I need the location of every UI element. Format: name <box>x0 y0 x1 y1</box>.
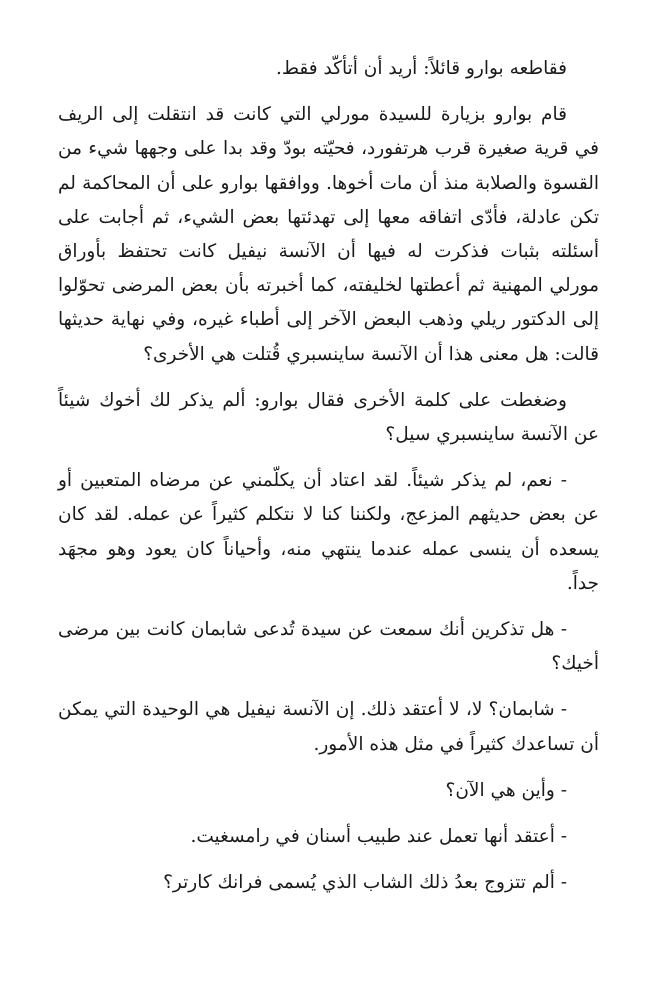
paragraph: - نعم، لم يذكر شيئاً. لقد اعتاد أن يكلّمني عن مرضاه المتعبين أو عن بعض حديثهم المزعج، ولكننا كنا لا نتكلم كثيراً عن عمله. لقد كان يسعده أن ينسى عمله عندما ينتهي منه، وأحياناً كان يعود وهو مجهَد جداً. <box>58 470 599 594</box>
paragraph: فقاطعه بوارو قائلاً: أريد أن أتأكّد فقط. <box>275 58 567 79</box>
paragraph: - أعتقد أنها تعمل عند طبيب أسنان في رامسغيت. <box>190 826 567 848</box>
paragraph: - هل تذكرين أنك سمعت عن سيدة تُدعى شابمان كانت بين مرضى أخيك؟ <box>58 619 599 675</box>
paragraph: - وأين هي الآن؟ <box>445 779 567 801</box>
paragraph: - ألم تتزوج بعدُ ذلك الشاب الذي يُسمى فرانك كارتر؟ <box>163 872 567 894</box>
paragraph: - شابمان؟ لا، لا أعتقد ذلك. إن الآنسة نيفيل هي الوحيدة التي يمكن أن تساعدك كثيراً في مثل هذه الأمور. <box>58 699 599 755</box>
paragraph: قام بوارو بزيارة للسيدة مورلي التي كانت قد انتقلت إلى الريف في قرية صغيرة قرب هرتفورد، فحيّته بودّ وقد بدا على وجهها شيء من القسوة والصلابة منذ أن مات أخوها. ووافقها بوارو على أن المحاكمة لم تكن عادلة، فأدّى اتفاقه معها إلى تهدئتها بعض الشيء، ثم أجابت على أسئلته بثبات فذكرت له فيها أن الآنسة نيفيل كانت تحتفظ بأوراق مورلي المهنية ثم أعطتها لخليفته، كما أخبرته بأن بعض المرضى تحوّلوا إلى الدكتور ريلي وذهب البعض الآخر إلى أطباء غيره، وفي نهاية حديثها قالت: هل معنى هذا أن الآنسة ساينسبري قُتلت هي الأخرى؟ <box>58 104 599 365</box>
paragraph: وضغطت على كلمة الأخرى فقال بوارو: ألم يذكر لك أخوك شيئاً عن الآنسة ساينسبري سيل؟ <box>58 389 599 446</box>
